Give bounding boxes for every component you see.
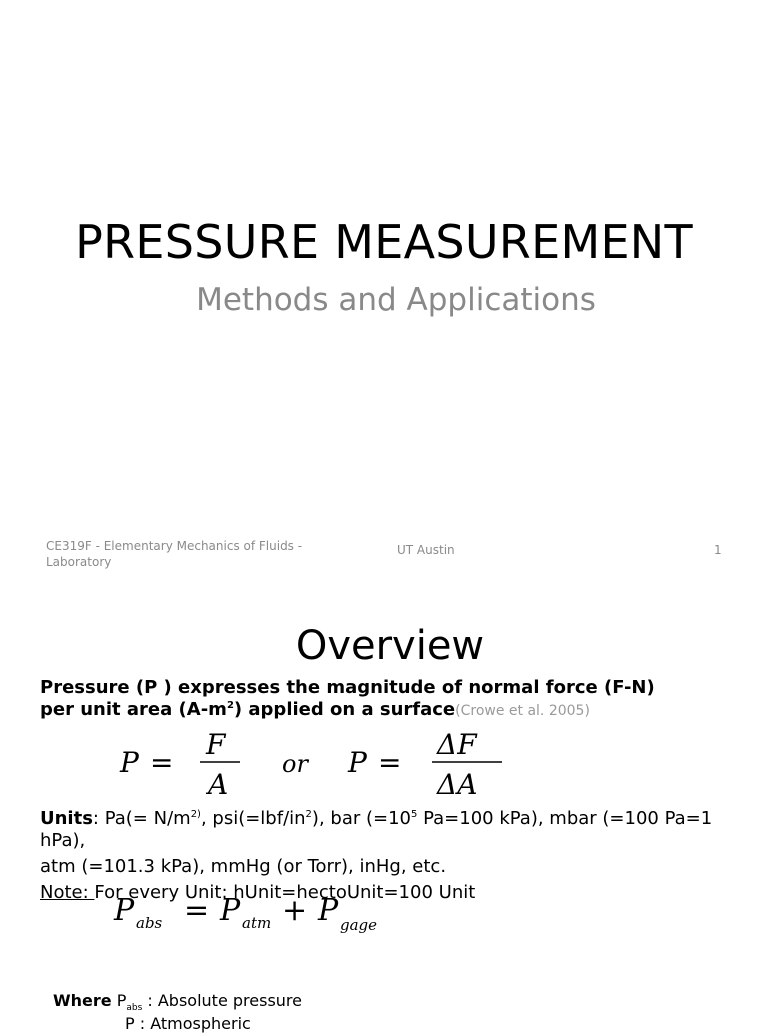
absolute-pressure-equation [110,890,430,940]
where-line2: P : Atmospheric [125,1014,251,1033]
slide1-title: PRESSURE MEASUREMENT [75,215,693,269]
units-text-a: : Pa(= N/m [92,808,191,829]
units-sup-2: 2 [305,809,312,820]
citation: (Crowe et al. 2005) [455,703,590,719]
where-text: : Absolute pressure [142,991,302,1010]
definition-line2a: per unit area (A-m [40,699,227,720]
where-p: P [111,991,127,1010]
eq3-equals: = [184,893,210,928]
units-text-d: Pa=100 kPa), mbar (=100 Pa=1 hPa), [40,808,713,851]
units-sup-3: 5 [410,809,418,820]
eq2-numerator: ΔF [437,728,477,761]
definition-line2b: ) applied on a surface [233,699,456,720]
units-label: Units [40,808,93,829]
where-sub: abs [126,1003,143,1014]
units-text-b: , psi(=lbf/in [200,808,306,829]
units-paragraph [40,808,740,852]
eq1-numerator: F [206,728,226,761]
where-label: Where [53,991,112,1010]
slide2-title: Overview [295,623,485,669]
note-text: For every Unit: hUnit=hectoUnit=100 Unit [94,882,476,903]
eq2-equals: = [378,746,402,779]
definition-line1: Pressure (P ) expresses the magnitude of normal force (F-N) [40,677,655,698]
eq1-lhs: P [120,746,139,779]
definition-sup: 2 [226,700,234,711]
eq2-denominator: ΔA [437,768,478,798]
eq1-equals: = [150,746,174,779]
pressure-equation [110,728,530,798]
eq3-sub-abs: abs [136,914,163,932]
eq3-sub-gage: gage [340,916,378,934]
slide1-subtitle: Methods and Applications [196,282,596,318]
eq3-sub-atm: atm [242,914,272,932]
units-sup-1: 2) [190,809,201,820]
units-text-c: ), bar (=10 [311,808,411,829]
where-line [53,990,302,1012]
footer-institution: UT Austin [397,543,455,557]
eq3-p1: P [114,893,135,928]
eq2-lhs: P [348,746,367,779]
eq1-denominator: A [208,768,229,798]
footer-course: CE319F - Elementary Mechanics of Fluids - Laboratory [46,539,303,569]
note-label: Note: [40,882,95,903]
footer-page-number: 1 [714,543,722,557]
units-line2: atm (=101.3 kPa), mmHg (or Torr), inHg, etc. [40,856,447,877]
pressure-definition [40,677,740,722]
eq3-p2: P [220,893,241,928]
eq3-plus: + [282,893,308,928]
eq3-p3: P [318,893,339,928]
eq-or: or [282,750,308,778]
